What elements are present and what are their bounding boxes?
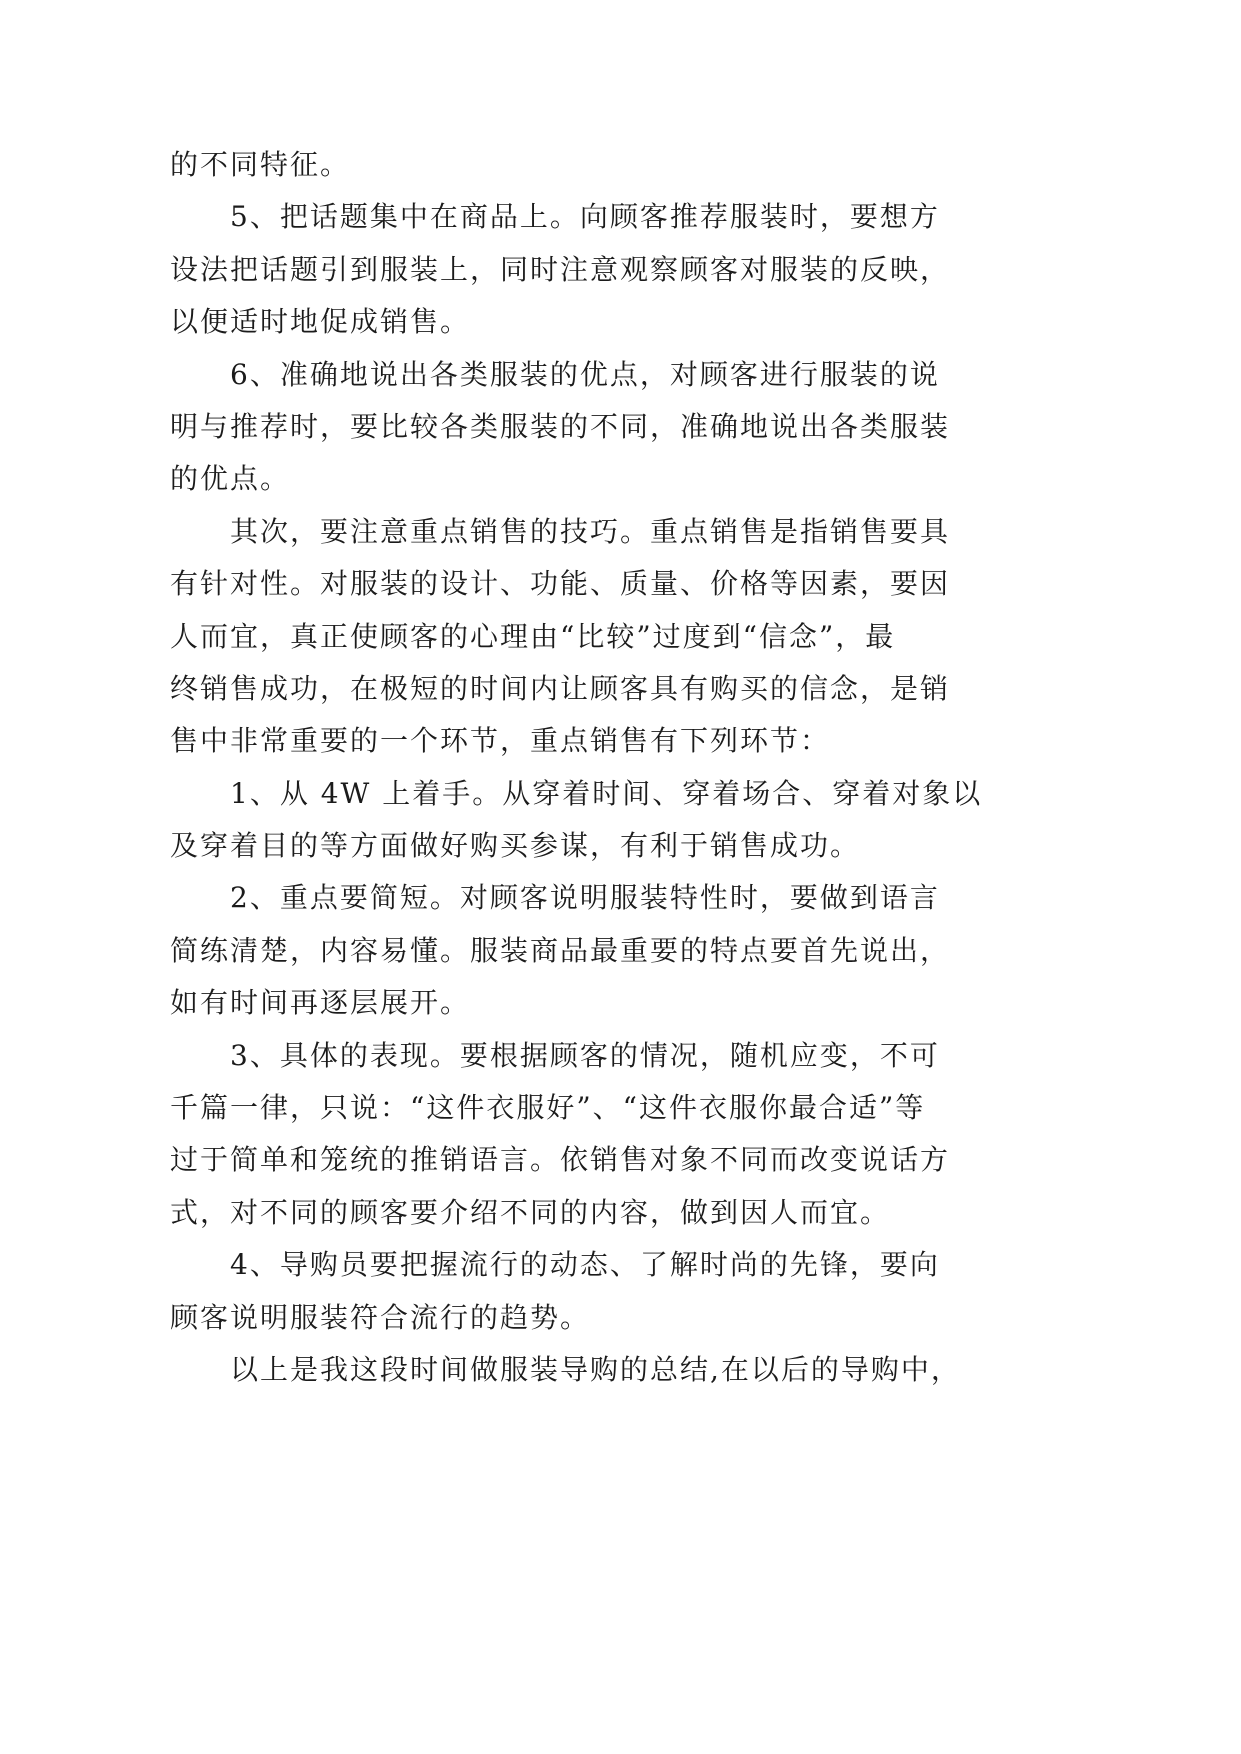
text-line: 5、把话题集中在商品上。向顾客推荐服装时，要想方 <box>230 200 940 234</box>
text-line: 售中非常重要的一个环节，重点销售有下列环节： <box>170 724 831 758</box>
paragraph-item-2 <box>170 872 1070 1029</box>
paragraph-item-6 <box>170 349 1070 506</box>
paragraph-item-1 <box>170 768 1070 873</box>
text-line: 6、准确地说出各类服装的优点，对顾客进行服装的说 <box>230 357 940 391</box>
text-line: 2、重点要简短。对顾客说明服装特性时，要做到语言 <box>230 881 940 915</box>
text-line: 4、导购员要把握流行的动态、了解时尚的先锋，要向 <box>230 1248 940 1282</box>
text-line: 过于简单和笼统的推销语言。依销售对象不同而改变说话方 <box>170 1143 951 1177</box>
text-line: 其次，要注意重点销售的技巧。重点销售是指销售要具 <box>230 514 951 548</box>
text-line: 3、具体的表现。要根据顾客的情况，随机应变，不可 <box>230 1038 940 1072</box>
text-line: 以便适时地促成销售。 <box>170 305 471 339</box>
text-line: 简练清楚，内容易懂。服装商品最重要的特点要首先说出， <box>170 933 951 967</box>
text-line: 终销售成功，在极短的时间内让顾客具有购买的信念，是销 <box>170 671 951 705</box>
paragraph-item-3 <box>170 1030 1070 1240</box>
text-line: 及穿着目的等方面做好购买参谋，有利于销售成功。 <box>170 829 861 863</box>
paragraph-summary <box>170 1344 1070 1396</box>
paragraph-item-5 <box>170 191 1070 348</box>
text-line: 的不同特征。 <box>170 148 351 181</box>
paragraph-key-selling <box>170 506 1070 768</box>
text-line: 顾客说明服装符合流行的趋势。 <box>170 1300 591 1334</box>
text-line: 千篇一律，只说：“这件衣服好”、“这件衣服你最合适”等 <box>170 1091 926 1125</box>
text-line: 有针对性。对服装的设计、功能、质量、价格等因素，要因 <box>170 567 951 601</box>
paragraph-item-4 <box>170 1239 1070 1344</box>
document-body <box>170 139 1070 1396</box>
text-line: 如有时间再逐层展开。 <box>170 986 471 1020</box>
text-line: 以上是我这段时间做服装导购的总结,在以后的导购中， <box>230 1352 961 1386</box>
text-line: 式，对不同的顾客要介绍不同的内容，做到因人而宜。 <box>170 1195 891 1229</box>
text-line: 的优点。 <box>170 462 291 496</box>
text-line: 设法把话题引到服装上，同时注意观察顾客对服装的反映， <box>170 252 951 286</box>
paragraph-continuation <box>170 139 1070 191</box>
text-line: 明与推荐时，要比较各类服装的不同，准确地说出各类服装 <box>170 409 951 443</box>
text-line: 人而宜，真正使顾客的心理由“比较”过度到“信念”，最 <box>170 619 896 653</box>
text-line: 1、从 4W 上着手。从穿着时间、穿着场合、穿着对象以 <box>230 776 983 810</box>
